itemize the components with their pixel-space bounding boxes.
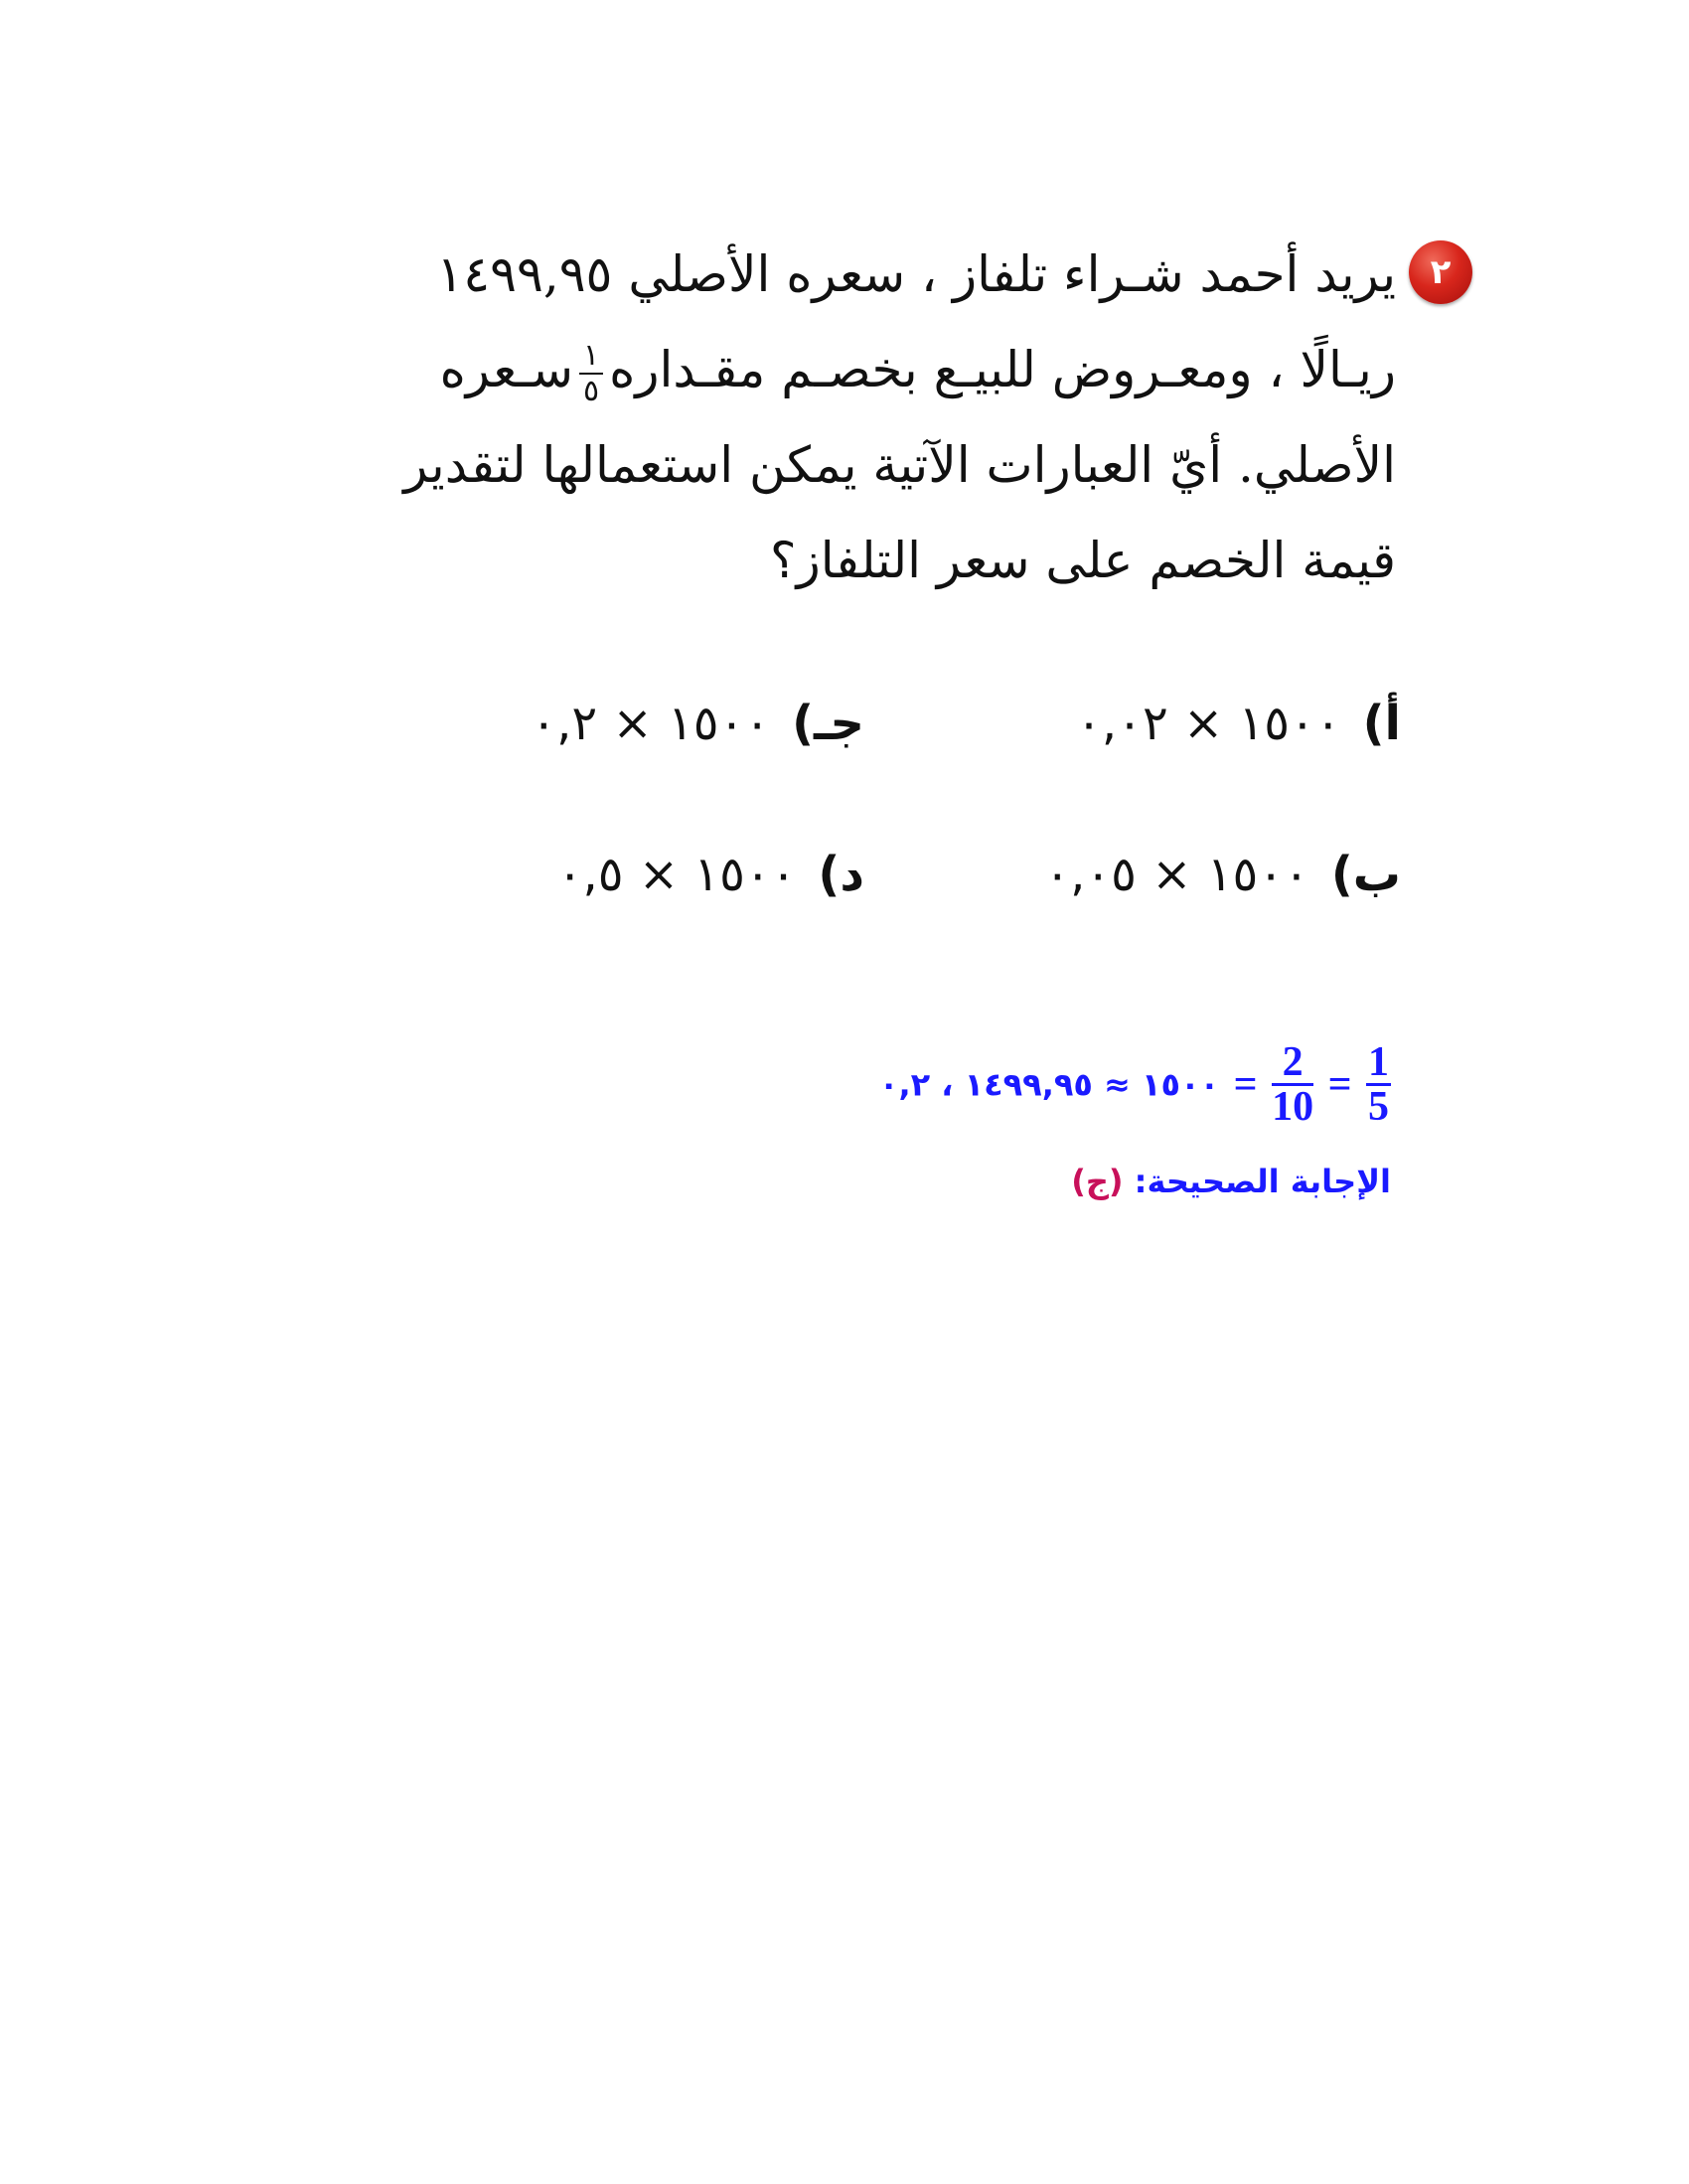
question-line-4: قيمة الخصم على سعر التلفاز؟ xyxy=(770,532,1396,589)
question-line-2-end: سـعره xyxy=(439,341,574,398)
option-a-expression: ١٥٠٠ × ٠,٠٢ xyxy=(1076,696,1341,751)
option-d[interactable] xyxy=(557,847,864,902)
question-number: ٢ xyxy=(1430,252,1452,292)
question-line-1: يريد أحمد شـراء تلفاز ، سعره الأصلي ١٤٩٩,٩٥ xyxy=(436,245,1396,303)
solution-fraction-2-numerator: 2 xyxy=(1272,1041,1313,1086)
option-a[interactable] xyxy=(1076,696,1401,751)
solution-fraction-2-denominator: 10 xyxy=(1272,1084,1314,1130)
discount-fraction-numerator: ١ xyxy=(579,341,603,375)
solution-equals-1: = xyxy=(1327,1061,1352,1108)
question-line-2-start: ريـالًا ، ومعـروض للبيـع بخصـم مقـداره xyxy=(609,341,1396,398)
correct-answer xyxy=(894,1163,1391,1200)
solution-fraction-1-5 xyxy=(1366,1041,1391,1128)
option-c[interactable] xyxy=(531,696,864,751)
correct-answer-label: الإجابة الصحيحة: xyxy=(1134,1163,1391,1200)
solution-line xyxy=(735,1041,1391,1128)
solution-fraction-2-10 xyxy=(1272,1041,1313,1128)
discount-fraction xyxy=(579,338,603,408)
option-c-letter: جـ) xyxy=(792,696,864,751)
solution-equals-2: = xyxy=(1233,1061,1258,1108)
options-row-2 xyxy=(437,847,1401,916)
option-b[interactable] xyxy=(1044,847,1401,902)
solution-estimate: ١٥٠٠ ≈ ١٤٩٩,٩٥ ، ٠,٢ xyxy=(878,1065,1220,1104)
discount-fraction-denominator: ٥ xyxy=(583,374,600,408)
question-number-badge xyxy=(1409,240,1472,304)
option-d-expression: ١٥٠٠ × ٠,٥ xyxy=(556,847,797,902)
option-c-expression: ١٥٠٠ × ٠,٢ xyxy=(531,696,771,751)
correct-answer-value: (ج) xyxy=(1071,1163,1124,1200)
solution-fraction-1-denominator: 5 xyxy=(1368,1084,1389,1130)
question-text xyxy=(283,227,1396,608)
options-row-1 xyxy=(437,696,1401,765)
solution-fraction-1-numerator: 1 xyxy=(1368,1039,1389,1085)
option-b-letter: ب) xyxy=(1330,847,1401,902)
question-line-2 xyxy=(283,322,1396,417)
question-line-3: الأصلي. أيّ العبارات الآتية يمكن استعمالها لتقدير xyxy=(403,436,1396,494)
option-b-expression: ١٥٠٠ × ٠,٠٥ xyxy=(1044,847,1309,902)
option-a-letter: أ) xyxy=(1362,696,1401,751)
option-d-letter: د) xyxy=(818,847,864,902)
